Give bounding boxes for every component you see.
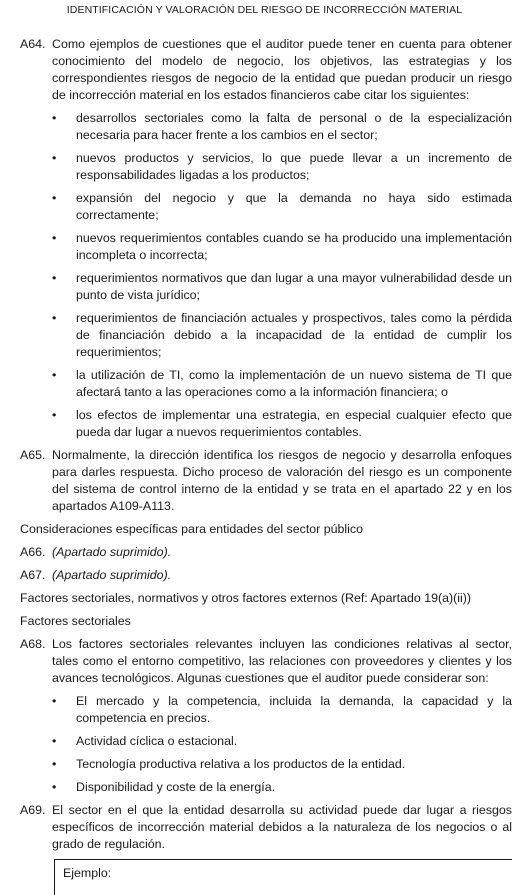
paragraph-number: A65. [20, 448, 46, 462]
bullet-icon: • [52, 368, 57, 382]
paragraph-a65 [20, 447, 512, 515]
list-item [20, 733, 512, 750]
paragraph-text: Normalmente, la dirección identifica los riesgos de negocio y desarrolla enfoques para darles respuesta. Dicho proceso de valoración del riesgo es un componente del sistema de control interno de la entidad y se trata en el apartado 22 y en los apartados A109-A113. [52, 448, 512, 513]
list-item-text: requerimientos de financiación actuales y prospectivos, tales como la pérdida de financiación debido a la incapacidad de la entidad de cumplir los requerimientos; [76, 311, 512, 359]
bullet-icon: • [52, 191, 57, 205]
bullet-icon: • [52, 757, 57, 771]
paragraph-text: El sector en el que la entidad desarrolla su actividad puede dar lugar a riesgos específicos de incorrección material debidos a la naturaleza de los negocios o al grado de regulación. [52, 803, 512, 851]
bullet-icon: • [52, 408, 57, 422]
paragraph-a69 [20, 802, 512, 853]
document-body [20, 36, 512, 895]
paragraph-a67 [20, 567, 512, 584]
paragraph-a66 [20, 544, 512, 561]
bullet-icon: • [52, 151, 57, 165]
list-item [20, 150, 512, 184]
bullet-icon: • [52, 231, 57, 245]
list-item [20, 367, 512, 401]
paragraph-number: A66. [20, 545, 46, 559]
list-item-text: nuevos requerimientos contables cuando se ha producido una implementación incompleta o incorrecta; [76, 231, 512, 262]
paragraph-a68 [20, 636, 512, 687]
list-item-text: los efectos de implementar una estrategia, en especial cualquier efecto que pueda dar lugar a nuevos requerimientos contables. [76, 408, 512, 439]
list-item-text: requerimientos normativos que dan lugar a una mayor vulnerabilidad desde un punto de vista jurídico; [76, 271, 512, 302]
paragraph-number: A67. [20, 568, 46, 582]
bullet-list-a64 [20, 110, 512, 441]
section-heading-public-sector: Consideraciones específicas para entidades del sector público [20, 522, 364, 536]
bullet-icon: • [52, 694, 57, 708]
list-item-text: Tecnología productiva relativa a los productos de la entidad. [76, 757, 406, 771]
list-item-text: El mercado y la competencia, incluida la demanda, la capacidad y la competencia en precios. [76, 694, 512, 725]
paragraph-number: A64. [20, 37, 46, 51]
paragraph-a64 [20, 36, 512, 104]
list-item [20, 110, 512, 144]
paragraph-text: Los factores sectoriales relevantes incluyen las condiciones relativas al sector, tales como el entorno competitivo, las relaciones con proveedores y clientes y los avances tecnológicos. Algunas cuestiones que el auditor puede considerar son: [52, 637, 512, 685]
list-item [20, 779, 512, 796]
paragraph-text: (Apartado suprimido). [52, 568, 172, 582]
bullet-icon: • [52, 311, 57, 325]
list-item [20, 190, 512, 224]
bullet-icon: • [52, 111, 57, 125]
list-item [20, 756, 512, 773]
example-label: Ejemplo: [63, 866, 112, 880]
example-box [54, 859, 512, 895]
list-item-text: expansión del negocio y que la demanda no haya sido estimada correctamente; [76, 191, 512, 222]
list-item-text: nuevos productos y servicios, lo que puede llevar a un incremento de responsabilidades ligadas a los productos; [76, 151, 512, 182]
list-item [20, 230, 512, 264]
paragraph-text: Como ejemplos de cuestiones que el auditor puede tener en cuenta para obtener conocimiento del modelo de negocio, los objetivos, las estrategias y los correspondientes riesgos de negocio de la entidad que puedan producir un riesgo de incorrección material en los estados financieros cabe citar los siguientes: [52, 37, 512, 102]
list-item-text: la utilización de TI, como la implementación de un nuevo sistema de TI que afectará tanto a las operaciones como a la información financiera; o [76, 368, 512, 399]
bullet-icon: • [52, 734, 57, 748]
list-item-text: desarrollos sectoriales como la falta de personal o de la especialización necesaria para hacer frente a los cambios en el sector; [76, 111, 512, 142]
list-item-text: Actividad cíclica o estacional. [76, 734, 238, 748]
list-item [20, 693, 512, 727]
list-item [20, 407, 512, 441]
list-item [20, 310, 512, 361]
section-heading-external-factors: Factores sectoriales, normativos y otros factores externos (Ref: Apartado 19(a)(ii)) [20, 591, 472, 605]
bullet-icon: • [52, 780, 57, 794]
section-heading-sector-factors: Factores sectoriales [20, 614, 131, 628]
paragraph-text: (Apartado suprimido). [52, 545, 172, 559]
paragraph-number: A68. [20, 637, 46, 651]
running-header: IDENTIFICACIÓN Y VALORACIÓN DEL RIESGO DE INCORRECCIÓN MATERIAL [66, 4, 463, 16]
paragraph-number: A69. [20, 803, 46, 817]
list-item-text: Disponibilidad y coste de la energía. [76, 780, 276, 794]
list-item [20, 270, 512, 304]
bullet-list-a68 [20, 693, 512, 796]
bullet-icon: • [52, 271, 57, 285]
